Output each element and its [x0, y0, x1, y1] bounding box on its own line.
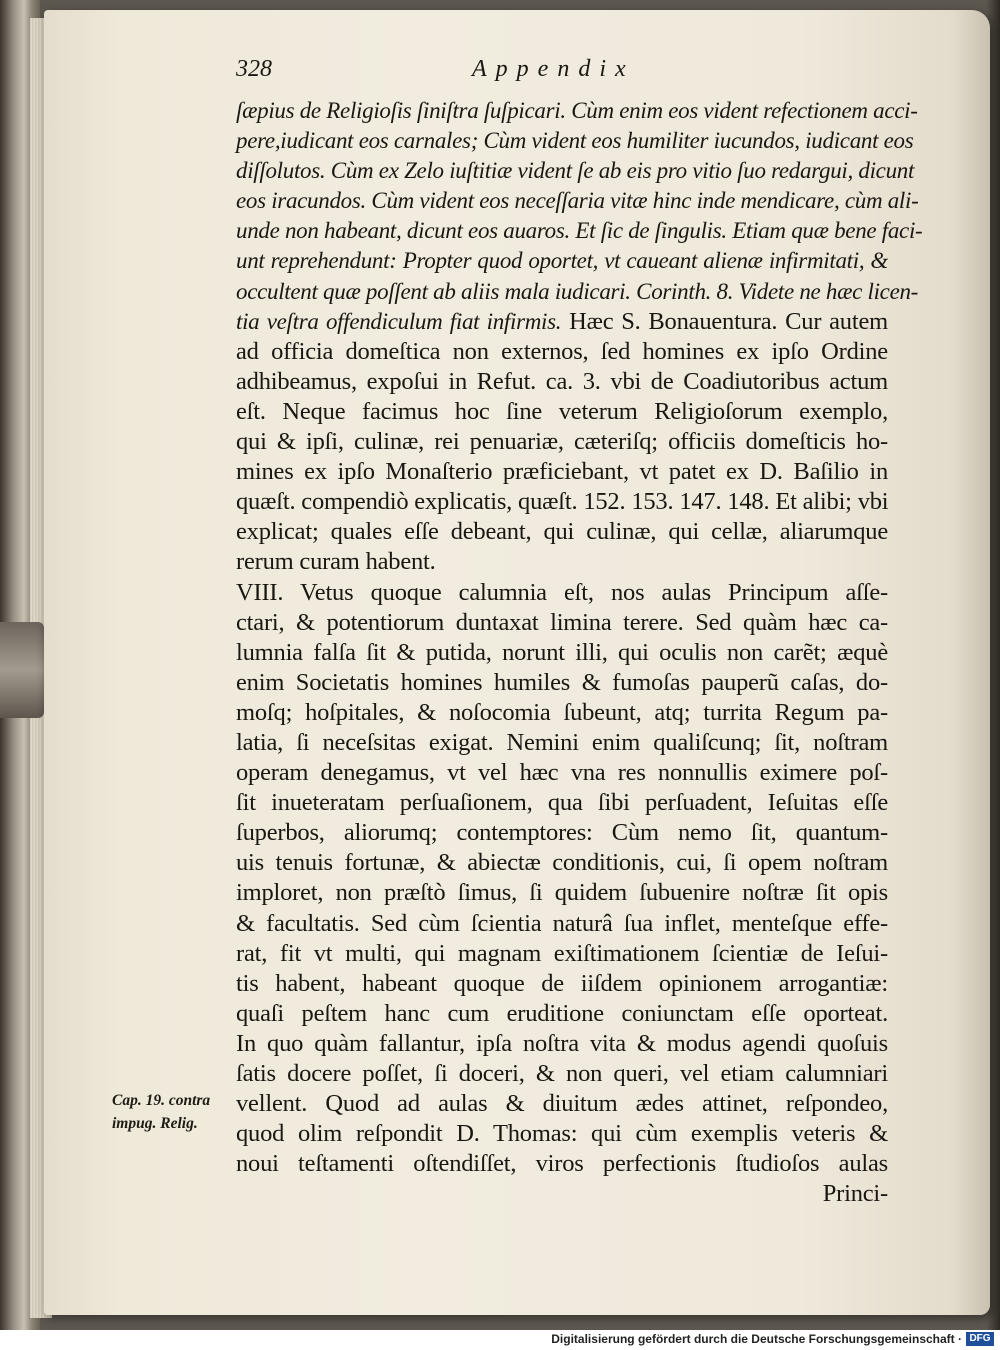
text-line: mines ex ipſo Monaſterio præficiebant, vt patet ex D. Baſilio in — [236, 458, 888, 486]
text-line: moſq; hoſpitales, & noſocomia ſubeunt, atq; turrita Regum pa- — [236, 698, 888, 726]
text-line: uis tenuis fortunæ, & abiectæ conditionis, cui, ſi opem noſtram — [236, 849, 888, 877]
marginal-note-line-1: Cap. 19. contra — [112, 1092, 211, 1109]
running-head: Appendix — [472, 56, 635, 82]
text-line: In quo quàm fallantur, ipſa noſtra vita & modus agendi quoſuis — [236, 1029, 888, 1057]
text-line: diſſolutos. Cùm ex Zelo iuſtitiæ vident ſe ab eis pro vitio ſuo redargui, dicunt — [236, 158, 915, 184]
text-line: quod olim reſpondit D. Thomas: qui cùm exemplis veteris & — [236, 1120, 888, 1148]
text-line: unde non habeant, dicunt eos auaros. Et ſic de ſingulis. Etiam quæ bene faci- — [236, 218, 923, 244]
text-line: lumnia falſa ſit & putida, norunt illi, qui oculis non carẽt; æquè — [236, 638, 888, 666]
catchword: Princi- — [822, 1180, 888, 1208]
text-line: VIII. Vetus quoque calumnia eſt, nos aulas Principum aſſe- — [236, 578, 888, 606]
marginal-note-line-2: impug. Relig. — [112, 1115, 198, 1132]
text-line: occultent quæ poſſent ab aliis mala iudicari. Corinth. 8. Videte ne hæc licen- — [236, 278, 919, 304]
text-line: imploret, non præſtò ſimus, ſi quidem ſubuenire noſtræ ſit opis — [236, 879, 888, 907]
text-line: eos iracundos. Cùm vident eos neceſſaria vitæ hinc inde mendicare, cùm ali- — [236, 188, 919, 214]
footer-bar — [0, 1330, 1000, 1350]
text-line: quaſi peſtem hanc cum eruditione coniunctam eſſe oporteat. — [236, 999, 888, 1027]
text-line: noui teſtamenti oſtendiſſet, viros perfectionis ſtudioſos aulas — [236, 1150, 888, 1178]
page-number: 328 — [236, 56, 272, 82]
text-line: pere,iudicant eos carnales; Cùm vident eos humiliter iucundos, iudicant eos — [236, 128, 914, 154]
book-clasp — [0, 622, 44, 718]
page-header — [236, 56, 936, 90]
text-line: ſuperbos, aliorumq; contemptores: Cùm nemo ſit, quantum- — [236, 819, 888, 847]
text-line: ad officia domeſtica non externos, ſed homines ex ipſo Ordine — [236, 337, 888, 365]
footer-credit: Digitalisierung gefördert durch die Deutsche Forschungsgemeinschaft · — [551, 1332, 962, 1346]
text-line: vellent. Quod ad aulas & diuitum ædes attinet, reſpondeo, — [236, 1090, 888, 1118]
text-line: unt reprehendunt: Propter quod oportet, vt caueant alienæ infirmitati, & — [236, 248, 888, 274]
text-line: adhibeamus, expoſui in Refut. ca. 3. vbi de Coadiutoribus actum — [236, 367, 888, 395]
text-line: tis habent, habeant quoque de iiſdem opinionem arrogantiæ: — [236, 969, 888, 997]
text-line: ctari, & potentiorum duntaxat limina terere. Sed quàm hæc ca- — [236, 608, 888, 636]
text-line-roman-part: Hæc S. Bonauentura. Cur autem — [561, 307, 889, 335]
text-line-italic-part: tia veſtra offendiculum fiat infirmis. — [236, 308, 562, 334]
text-line: rerum curam habent. — [236, 548, 436, 576]
text-line: explicat; quales eſſe debeant, qui culinæ, qui cellæ, aliarumque — [236, 518, 888, 546]
text-line: rat, fit vt multi, qui magnam exiſtimationem ſcientiæ de Ieſui- — [236, 939, 888, 967]
text-line: qui & ipſi, culinæ, rei penuariæ, cæteriſq; officiis domeſticis ho- — [236, 428, 888, 456]
text-line — [236, 307, 888, 337]
text-line: ſit inueteratam perſuaſionem, qua ſibi perſuadent, Ieſuitas eſſe — [236, 789, 888, 817]
text-line: & facultatis. Sed cùm ſcientia naturâ ſua inflet, menteſque effe- — [236, 909, 888, 937]
text-line: quæſt. compendiò explicatis, quæſt. 152. 153. 147. 148. Et alibi; vbi — [236, 488, 889, 516]
text-line: latia, ſi neceſsitas exigat. Nemini enim qualiſcunq; ſit, noſtram — [236, 728, 888, 756]
text-line: operam denegamus, vt vel hæc vna res nonnullis eximere poſ- — [236, 759, 888, 787]
dfg-logo: DFG — [966, 1332, 994, 1346]
text-line: enim Societatis homines humiles & fumoſas pauperũ caſas, do- — [236, 668, 888, 696]
text-line: ſæpius de Religioſis ſiniſtra ſuſpicari. Cùm enim eos vident refectionem acci- — [236, 98, 918, 123]
text-line: ſatis docere poſſet, ſi doceri, & non queri, vel etiam calumniari — [236, 1060, 888, 1087]
text-line: eſt. Neque facimus hoc ſine veterum Religioſorum exemplo, — [236, 397, 888, 425]
body-text — [236, 96, 923, 1209]
